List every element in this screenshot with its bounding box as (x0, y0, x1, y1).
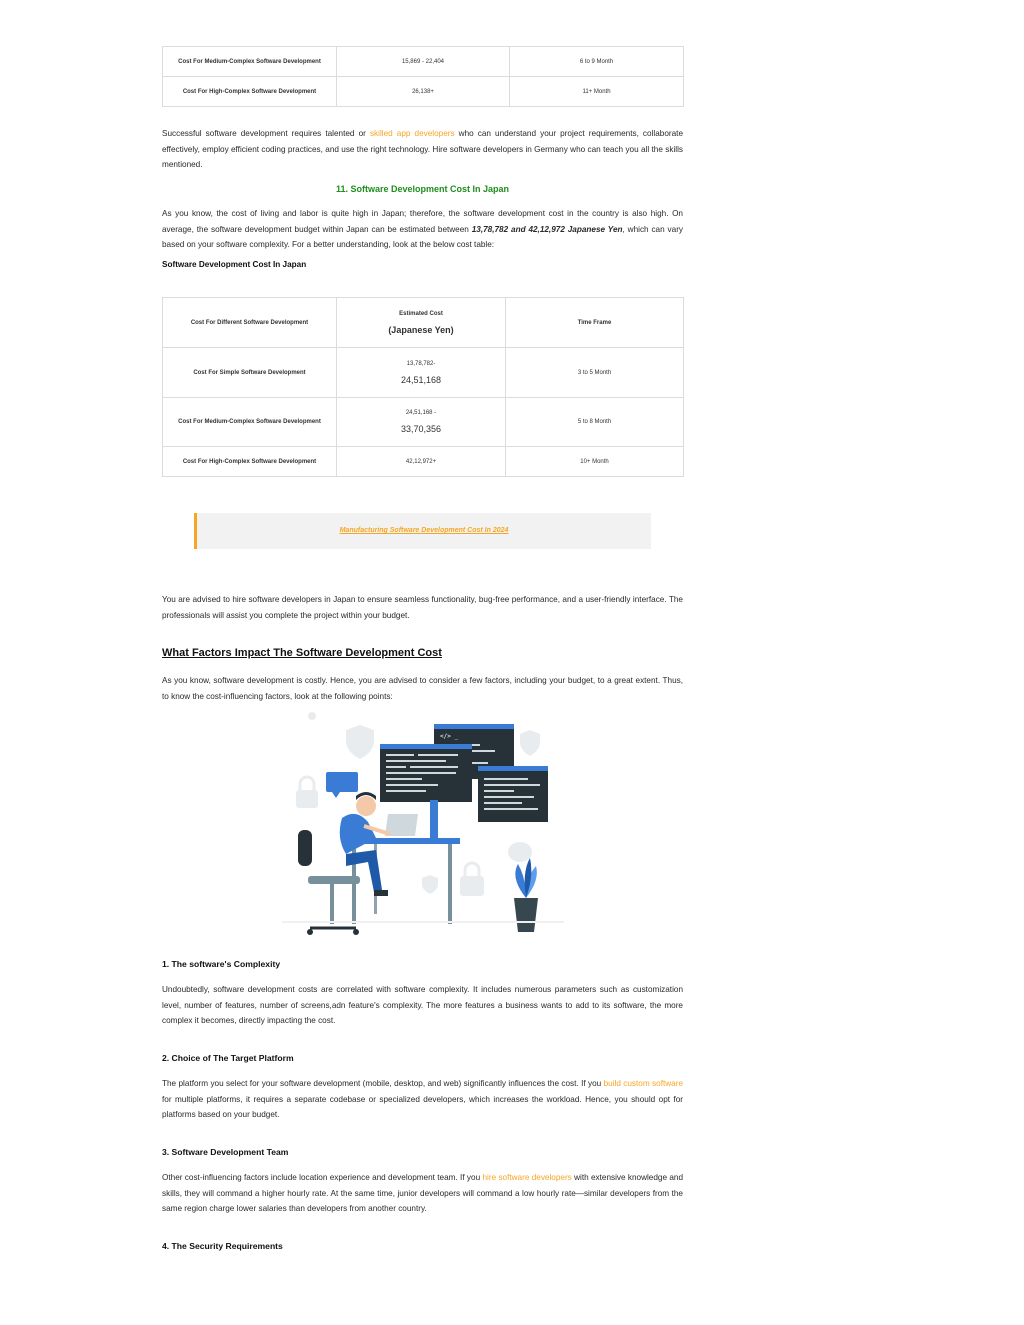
bug-icon (308, 712, 316, 720)
row-cost (337, 348, 506, 398)
row-cost: 26,138+ (337, 77, 510, 107)
row-cost-top: 13,78,782- (406, 360, 436, 367)
factor-3-paragraph (162, 1170, 683, 1217)
header-cell: Cost For Different Software Development (163, 298, 337, 348)
header-cell-top: Estimated Cost (399, 310, 443, 317)
header-cell (337, 298, 506, 348)
developer-illustration (262, 708, 584, 944)
factor-3-heading: 3. Software Development Team (162, 1147, 289, 1157)
skilled-app-developers-link[interactable]: skilled app developers (369, 129, 455, 138)
row-label: Cost For Simple Software Development (163, 348, 337, 398)
factors-intro-paragraph (162, 673, 683, 704)
chair (298, 830, 312, 866)
japan-table-title: Software Development Cost In Japan (162, 260, 307, 269)
paragraph-text: Other cost-influencing factors include location experience and development team. If you (162, 1173, 483, 1182)
row-time: 10+ Month (506, 447, 684, 477)
paragraph-text: The platform you select for your software development (mobile, desktop, and web) significantly influences the cost. If you (162, 1079, 604, 1088)
code-window-icon (478, 766, 548, 822)
row-cost-big: 24,51,168 (400, 374, 442, 385)
germany-cost-table (162, 46, 683, 107)
paragraph-text: As you know, software development is costly. Hence, you are advised to consider a few factors, including your budget, to a great extent. Thus, to know the cost-influencing factors, look at the following points: (162, 676, 683, 701)
paragraph-text: Successful software development requires talented or (162, 129, 370, 138)
row-cost: 15,869 - 22,404 (337, 47, 510, 77)
row-cost-top: 24,51,168 - (405, 410, 437, 416)
japan-cost-table (162, 297, 683, 477)
row-label: Cost For High-Complex Software Development (163, 447, 337, 477)
row-time: 5 to 8 Month (506, 398, 684, 447)
row-label: Cost For High-Complex Software Development (163, 77, 337, 107)
factors-heading: What Factors Impact The Software Development Cost (162, 647, 442, 659)
paragraph-text: for multiple platforms, it requires a separate codebase or specialized developers, which increases the workload. Hence, you should opt for platforms based on your budget. (162, 1094, 683, 1120)
row-time: 11+ Month (510, 77, 684, 107)
factor-2-paragraph (162, 1076, 683, 1123)
row-label: Cost For Medium-Complex Software Development (163, 47, 337, 77)
table-row (163, 447, 684, 477)
row-cost-big: 33,70,356 (400, 424, 442, 434)
bug-icon (508, 842, 532, 862)
factor-1-heading: 1. The software's Complexity (162, 959, 281, 969)
code-window-icon (380, 744, 472, 802)
factor-4-heading: 4. The Security Requirements (162, 1241, 283, 1251)
header-cell-big: (Japanese Yen) (388, 324, 454, 335)
paragraph-text: with extensive knowledge and skills, they will command a higher hourly rate. At the same time, junior developers will command a low hourly rate—similar developers from the same region charge lower salaries than developers from another country. (162, 1173, 684, 1214)
speech-bubble-icon (326, 772, 358, 792)
table-row (163, 348, 684, 398)
paragraph-text: You are advised to hire software developers in Japan to ensure seamless functionality, bug-free performance, and a user-friendly interface. The professionals will assist you complete the project within your budget. (162, 595, 683, 620)
paragraph-text: Undoubtedly, software development costs are correlated with software complexity. It includes numerous parameters such as customization level, number of features, number of screens,adn feature's complexity. The more features a business wants to add to its software, the more complex it becomes, directly impacting the cost. (162, 985, 683, 1026)
row-label: Cost For Medium-Complex Software Development (163, 398, 337, 447)
paragraph-text: , which can vary based on your software complexity. For a better understanding, look at the below cost table: (162, 224, 684, 250)
paragraph-text: who can understand your project requirements, collaborate effectively, employ efficient coding practices, and use the right technology. Hire software developers in Germany who can teach you all the skills mentioned. (162, 129, 683, 170)
header-cell: Time Frame (506, 298, 684, 348)
table-row (163, 77, 684, 107)
lock-icon (296, 790, 318, 808)
japan-intro-paragraph (162, 206, 683, 253)
paragraph-text: As you know, the cost of living and labor is quite high in Japan; therefore, the software development cost in the country is also high. On average, the software development budget within Japan can be estimated between (162, 209, 683, 234)
factor-1-paragraph (162, 982, 683, 1029)
table-row (163, 398, 684, 447)
emphasized-range: 13,78,782 and 42,12,972 Japanese Yen (471, 224, 623, 234)
row-time: 6 to 9 Month (510, 47, 684, 77)
row-time: 3 to 5 Month (506, 348, 684, 398)
factor-2-heading: 2. Choice of The Target Platform (162, 1053, 294, 1063)
row-cost: 42,12,972+ (337, 447, 506, 477)
lock-icon (460, 876, 484, 896)
table-row (163, 47, 684, 77)
manufacturing-cost-callout-link[interactable]: Manufacturing Software Development Cost In 2024 (194, 513, 651, 549)
row-cost (337, 398, 506, 447)
japan-section-heading: 11. Software Development Cost In Japan (335, 184, 510, 194)
hire-software-developers-link[interactable]: hire software developers (482, 1173, 572, 1182)
build-custom-software-link[interactable]: build custom software (603, 1079, 683, 1088)
code-tag-text: </> _ (440, 733, 459, 740)
monitor (430, 800, 438, 838)
table-header-row (163, 298, 684, 348)
japan-outro-paragraph (162, 592, 683, 623)
germany-paragraph (162, 126, 683, 173)
